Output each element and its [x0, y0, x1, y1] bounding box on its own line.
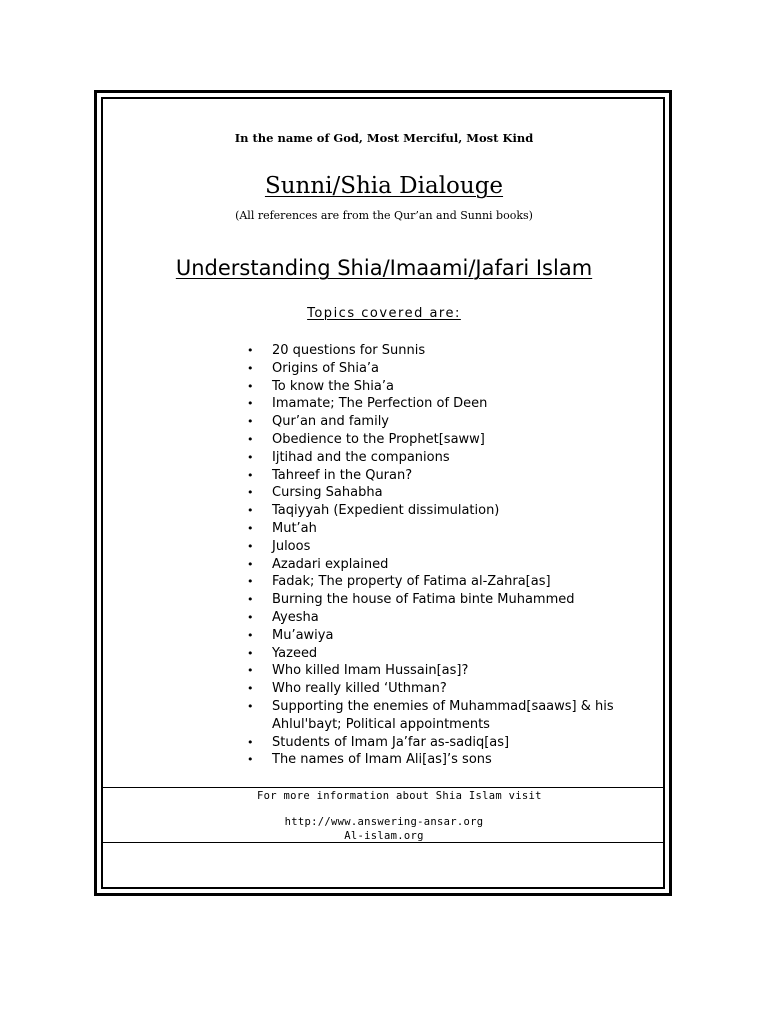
bullet-icon: •: [247, 450, 254, 464]
topic-item: [244, 662, 652, 680]
topics-heading: Topics covered are:: [307, 306, 461, 321]
bullet-icon: •: [247, 344, 254, 357]
topic-label: Who killed Imam Hussain[as]?: [272, 663, 469, 679]
topic-item: [244, 698, 652, 734]
topic-item: [244, 467, 652, 485]
topic-item: [244, 627, 652, 645]
topic-label: Imamate; The Perfection of Deen: [272, 396, 488, 412]
topic-label: Cursing Sahabha: [272, 485, 383, 501]
topic-label: Supporting the enemies of Muhammad[saaws] & his Ahlul'bayt; Political appointments: [272, 698, 614, 732]
topic-label: Ijtihad and the companions: [272, 449, 450, 465]
bullet-icon: •: [247, 664, 254, 678]
topic-item: [244, 360, 652, 378]
footer-info-text: For more information about Shia Islam visit: [257, 790, 542, 802]
topic-label: Burning the house of Fatima binte Muhammed: [272, 592, 575, 608]
bullet-icon: •: [247, 539, 254, 553]
document-title: Sunni/Shia Dialouge: [264, 173, 504, 199]
bullet-icon: •: [247, 379, 254, 393]
topic-item: [244, 431, 652, 449]
topic-label: 20 questions for Sunnis: [272, 343, 426, 358]
bismillah-line: In the name of God, Most Merciful, Most Kind: [234, 131, 534, 145]
footer-link-row: [0, 816, 768, 828]
topic-item: [244, 751, 652, 769]
topic-item: [244, 591, 652, 609]
bullet-icon: •: [247, 504, 254, 518]
main-heading: Understanding Shia/Imaami/Jafari Islam: [175, 256, 593, 280]
topic-label: Ayesha: [272, 609, 319, 625]
document-subtitle: (All references are from the Qur’an and Sunni books): [235, 209, 533, 222]
topic-item: [244, 538, 652, 556]
bullet-icon: •: [247, 593, 254, 607]
answering-ansar-link[interactable]: http://www.answering-ansar.org: [284, 816, 484, 828]
topic-item: [244, 484, 652, 502]
topic-item: [244, 734, 652, 752]
footer-link-row: [0, 830, 768, 842]
topic-item: [244, 520, 652, 538]
topic-label: Juloos: [272, 538, 311, 554]
topic-label: Yazeed: [272, 645, 318, 661]
topic-item: [244, 449, 652, 467]
bullet-icon: •: [247, 575, 254, 589]
bullet-icon: •: [247, 699, 254, 713]
bullet-icon: •: [247, 557, 254, 571]
bullet-icon: •: [247, 468, 254, 482]
topic-label: The names of Imam Ali[as]’s sons: [272, 752, 492, 768]
bullet-icon: •: [247, 397, 254, 411]
bullet-icon: •: [247, 521, 254, 535]
topic-label: Mut’ah: [272, 520, 317, 536]
bullet-icon: •: [247, 682, 254, 696]
bullet-icon: •: [247, 361, 254, 375]
topic-item: [244, 378, 652, 396]
topic-item: [244, 645, 652, 663]
topic-label: Taqiyyah (Expedient dissimulation): [272, 503, 500, 519]
bullet-icon: •: [247, 628, 254, 642]
bullet-icon: •: [247, 486, 254, 500]
topic-item: [244, 680, 652, 698]
bullet-icon: •: [247, 432, 254, 446]
topic-label: Origins of Shia’a: [272, 360, 380, 376]
topic-label: To know the Shia’a: [272, 378, 394, 394]
topic-label: Mu’awiya: [272, 627, 334, 643]
bullet-icon: •: [247, 753, 254, 767]
topic-item: [244, 609, 652, 627]
topic-item: [244, 556, 652, 574]
topic-label: Qur’an and family: [272, 414, 389, 430]
bullet-icon: •: [247, 646, 254, 660]
al-islam-link[interactable]: Al-islam.org: [344, 830, 424, 842]
bullet-icon: •: [247, 610, 254, 624]
topic-item: [244, 573, 652, 591]
topic-item: [244, 342, 652, 360]
topic-label: Tahreef in the Quran?: [272, 467, 413, 483]
topics-list: [244, 342, 664, 769]
topic-item: [244, 502, 652, 520]
topic-label: Who really killed ‘Uthman?: [272, 681, 447, 697]
topic-label: Obedience to the Prophet[saww]: [272, 431, 485, 447]
topic-label: Azadari explained: [272, 556, 389, 572]
topic-item: [244, 395, 652, 413]
topic-label: Fadak; The property of Fatima al-Zahra[as]: [272, 574, 551, 590]
topic-label: Students of Imam Ja’far as-sadiq[as]: [272, 734, 510, 750]
bullet-icon: •: [247, 735, 254, 749]
topic-item: [244, 413, 652, 431]
bullet-icon: •: [247, 415, 254, 429]
